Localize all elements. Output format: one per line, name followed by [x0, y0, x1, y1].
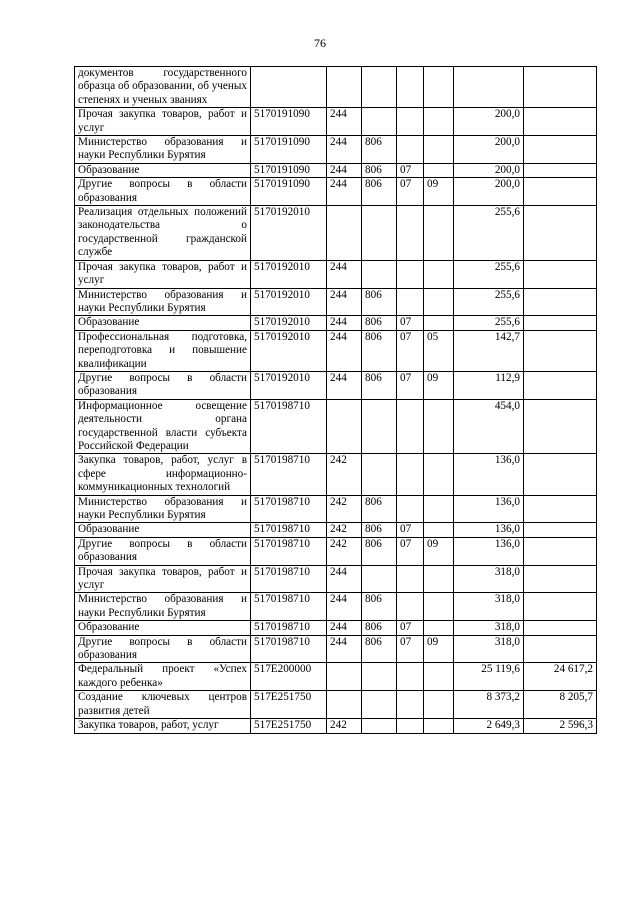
administrator-code-cell [362, 399, 397, 454]
item-name-cell: Министерство образования и науки Республики Бурятия [75, 136, 251, 164]
target-article-cell: 5170191090 [251, 136, 327, 164]
amount-cell: 318,0 [454, 565, 524, 593]
administrator-code-cell: 806 [362, 635, 397, 663]
amount-second-cell [524, 371, 597, 399]
administrator-code-cell [362, 565, 397, 593]
item-name-cell: Другие вопросы в области образования [75, 178, 251, 206]
administrator-code-cell [362, 719, 397, 733]
item-name-cell: Образование [75, 621, 251, 635]
amount-second-cell [524, 523, 597, 537]
administrator-code-cell: 806 [362, 136, 397, 164]
expense-type-cell [327, 67, 362, 108]
target-article-cell: 5170198710 [251, 399, 327, 454]
administrator-code-cell: 806 [362, 371, 397, 399]
amount-cell: 136,0 [454, 495, 524, 523]
table-body [75, 67, 597, 734]
item-name-cell: Создание ключевых центров развития детей [75, 691, 251, 719]
amount-second-cell [524, 206, 597, 261]
table-row [75, 108, 597, 136]
amount-cell: 255,6 [454, 260, 524, 288]
administrator-code-cell [362, 67, 397, 108]
item-name-cell: Образование [75, 316, 251, 330]
table-row [75, 178, 597, 206]
amount-cell: 8 373,2 [454, 691, 524, 719]
section-cell [397, 206, 424, 261]
subsection-cell: 05 [424, 330, 454, 371]
table-row [75, 537, 597, 565]
amount-second-cell [524, 316, 597, 330]
expense-type-cell: 244 [327, 316, 362, 330]
amount-cell: 454,0 [454, 399, 524, 454]
item-name-cell: Профессиональная подготовка, переподготовка и повышение квалификации [75, 330, 251, 371]
item-name-cell: Образование [75, 523, 251, 537]
expense-type-cell [327, 663, 362, 691]
section-cell: 07 [397, 621, 424, 635]
administrator-code-cell: 806 [362, 537, 397, 565]
item-name-cell: Закупка товаров, работ, услуг в сфере информационно-коммуникационных технологий [75, 454, 251, 495]
expense-type-cell: 244 [327, 621, 362, 635]
amount-second-cell [524, 454, 597, 495]
budget-table [74, 66, 597, 734]
target-article-cell: 5170198710 [251, 621, 327, 635]
section-cell [397, 663, 424, 691]
amount-second-cell [524, 635, 597, 663]
amount-cell: 318,0 [454, 635, 524, 663]
amount-cell: 136,0 [454, 537, 524, 565]
administrator-code-cell: 806 [362, 288, 397, 316]
amount-cell: 2 649,3 [454, 719, 524, 733]
target-article-cell [251, 67, 327, 108]
target-article-cell: 517E200000 [251, 663, 327, 691]
amount-second-cell [524, 565, 597, 593]
section-cell: 07 [397, 178, 424, 206]
amount-cell: 142,7 [454, 330, 524, 371]
administrator-code-cell: 806 [362, 316, 397, 330]
subsection-cell [424, 565, 454, 593]
amount-cell: 255,6 [454, 316, 524, 330]
table-row [75, 523, 597, 537]
amount-second-cell [524, 108, 597, 136]
amount-cell: 25 119,6 [454, 663, 524, 691]
amount-cell: 318,0 [454, 593, 524, 621]
subsection-cell [424, 316, 454, 330]
subsection-cell [424, 260, 454, 288]
table-row [75, 371, 597, 399]
subsection-cell: 09 [424, 178, 454, 206]
item-name-cell: Прочая закупка товаров, работ и услуг [75, 565, 251, 593]
expense-type-cell: 244 [327, 635, 362, 663]
subsection-cell [424, 523, 454, 537]
section-cell: 07 [397, 635, 424, 663]
amount-cell: 136,0 [454, 454, 524, 495]
section-cell: 07 [397, 163, 424, 177]
section-cell [397, 67, 424, 108]
subsection-cell [424, 206, 454, 261]
item-name-cell: Прочая закупка товаров, работ и услуг [75, 260, 251, 288]
subsection-cell [424, 691, 454, 719]
section-cell [397, 565, 424, 593]
table-row [75, 495, 597, 523]
subsection-cell [424, 67, 454, 108]
administrator-code-cell [362, 663, 397, 691]
item-name-cell: документов государственного образца об образовании, об ученых степенях и ученых званиях [75, 67, 251, 108]
table-row [75, 316, 597, 330]
table-row [75, 635, 597, 663]
expense-type-cell: 244 [327, 565, 362, 593]
target-article-cell: 5170191090 [251, 163, 327, 177]
administrator-code-cell: 806 [362, 330, 397, 371]
expense-type-cell: 242 [327, 537, 362, 565]
expense-type-cell: 242 [327, 523, 362, 537]
amount-cell: 255,6 [454, 288, 524, 316]
target-article-cell: 5170198710 [251, 537, 327, 565]
administrator-code-cell [362, 454, 397, 495]
expense-type-cell: 244 [327, 288, 362, 316]
amount-second-cell: 24 617,2 [524, 663, 597, 691]
expense-type-cell: 242 [327, 495, 362, 523]
section-cell: 07 [397, 537, 424, 565]
item-name-cell: Другие вопросы в области образования [75, 635, 251, 663]
administrator-code-cell: 806 [362, 593, 397, 621]
section-cell [397, 399, 424, 454]
expense-type-cell: 244 [327, 260, 362, 288]
expense-type-cell: 244 [327, 163, 362, 177]
amount-second-cell [524, 260, 597, 288]
table-row [75, 206, 597, 261]
item-name-cell: Федеральный проект «Успех каждого ребенка» [75, 663, 251, 691]
page-number: 76 [314, 36, 326, 50]
target-article-cell: 5170198710 [251, 593, 327, 621]
subsection-cell [424, 663, 454, 691]
administrator-code-cell [362, 260, 397, 288]
table-row [75, 621, 597, 635]
target-article-cell: 5170198710 [251, 454, 327, 495]
item-name-cell: Реализация отдельных положений законодательства о государственной гражданской службе [75, 206, 251, 261]
target-article-cell: 5170191090 [251, 178, 327, 206]
administrator-code-cell: 806 [362, 163, 397, 177]
amount-cell: 255,6 [454, 206, 524, 261]
table-row [75, 454, 597, 495]
target-article-cell: 5170192010 [251, 316, 327, 330]
amount-cell: 136,0 [454, 523, 524, 537]
table-row [75, 593, 597, 621]
amount-cell: 200,0 [454, 163, 524, 177]
administrator-code-cell: 806 [362, 178, 397, 206]
expense-type-cell: 242 [327, 454, 362, 495]
section-cell [397, 260, 424, 288]
amount-second-cell [524, 593, 597, 621]
expense-type-cell [327, 206, 362, 261]
target-article-cell: 5170198710 [251, 495, 327, 523]
section-cell: 07 [397, 523, 424, 537]
item-name-cell: Закупка товаров, работ, услуг [75, 719, 251, 733]
subsection-cell: 09 [424, 635, 454, 663]
table-row [75, 163, 597, 177]
item-name-cell: Другие вопросы в области образования [75, 537, 251, 565]
amount-cell: 200,0 [454, 136, 524, 164]
expense-type-cell [327, 691, 362, 719]
subsection-cell [424, 454, 454, 495]
table-row [75, 719, 597, 733]
expense-type-cell: 242 [327, 719, 362, 733]
administrator-code-cell: 806 [362, 523, 397, 537]
administrator-code-cell: 806 [362, 621, 397, 635]
amount-second-cell [524, 330, 597, 371]
item-name-cell: Другие вопросы в области образования [75, 371, 251, 399]
amount-second-cell [524, 399, 597, 454]
administrator-code-cell: 806 [362, 495, 397, 523]
table-row [75, 565, 597, 593]
table-row [75, 330, 597, 371]
subsection-cell [424, 495, 454, 523]
subsection-cell [424, 399, 454, 454]
expense-type-cell: 244 [327, 371, 362, 399]
target-article-cell: 5170192010 [251, 330, 327, 371]
table-row [75, 288, 597, 316]
subsection-cell [424, 621, 454, 635]
amount-second-cell: 2 596,3 [524, 719, 597, 733]
amount-second-cell [524, 537, 597, 565]
section-cell [397, 136, 424, 164]
subsection-cell [424, 136, 454, 164]
target-article-cell: 5170198710 [251, 565, 327, 593]
target-article-cell: 5170198710 [251, 523, 327, 537]
subsection-cell [424, 108, 454, 136]
section-cell [397, 454, 424, 495]
table-row [75, 691, 597, 719]
item-name-cell: Министерство образования и науки Республики Бурятия [75, 495, 251, 523]
expense-type-cell: 244 [327, 108, 362, 136]
section-cell: 07 [397, 371, 424, 399]
table-row [75, 663, 597, 691]
table-row [75, 399, 597, 454]
amount-second-cell [524, 495, 597, 523]
target-article-cell: 5170192010 [251, 206, 327, 261]
administrator-code-cell [362, 108, 397, 136]
target-article-cell: 5170192010 [251, 260, 327, 288]
target-article-cell: 5170191090 [251, 108, 327, 136]
amount-second-cell [524, 163, 597, 177]
table-row [75, 260, 597, 288]
table-row [75, 136, 597, 164]
item-name-cell: Министерство образования и науки Республики Бурятия [75, 288, 251, 316]
table-row [75, 67, 597, 108]
subsection-cell [424, 288, 454, 316]
target-article-cell: 5170198710 [251, 635, 327, 663]
amount-cell: 112,9 [454, 371, 524, 399]
subsection-cell: 09 [424, 537, 454, 565]
subsection-cell [424, 163, 454, 177]
subsection-cell: 09 [424, 371, 454, 399]
target-article-cell: 5170192010 [251, 288, 327, 316]
section-cell: 07 [397, 316, 424, 330]
amount-cell: 200,0 [454, 178, 524, 206]
amount-second-cell: 8 205,7 [524, 691, 597, 719]
expense-type-cell: 244 [327, 136, 362, 164]
amount-second-cell [524, 67, 597, 108]
expense-type-cell: 244 [327, 593, 362, 621]
section-cell: 07 [397, 330, 424, 371]
amount-cell [454, 67, 524, 108]
section-cell [397, 719, 424, 733]
amount-second-cell [524, 288, 597, 316]
administrator-code-cell [362, 206, 397, 261]
expense-type-cell: 244 [327, 178, 362, 206]
amount-second-cell [524, 136, 597, 164]
section-cell [397, 691, 424, 719]
administrator-code-cell [362, 691, 397, 719]
section-cell [397, 288, 424, 316]
amount-cell: 318,0 [454, 621, 524, 635]
section-cell [397, 108, 424, 136]
amount-second-cell [524, 178, 597, 206]
target-article-cell: 517E251750 [251, 719, 327, 733]
section-cell [397, 495, 424, 523]
target-article-cell: 5170192010 [251, 371, 327, 399]
expense-type-cell: 244 [327, 330, 362, 371]
amount-second-cell [524, 621, 597, 635]
item-name-cell: Информационное освещение деятельности органа государственной власти субъекта Российской Федерации [75, 399, 251, 454]
expense-type-cell [327, 399, 362, 454]
item-name-cell: Министерство образования и науки Республики Бурятия [75, 593, 251, 621]
amount-cell: 200,0 [454, 108, 524, 136]
item-name-cell: Прочая закупка товаров, работ и услуг [75, 108, 251, 136]
item-name-cell: Образование [75, 163, 251, 177]
section-cell [397, 593, 424, 621]
subsection-cell [424, 593, 454, 621]
subsection-cell [424, 719, 454, 733]
target-article-cell: 517E251750 [251, 691, 327, 719]
